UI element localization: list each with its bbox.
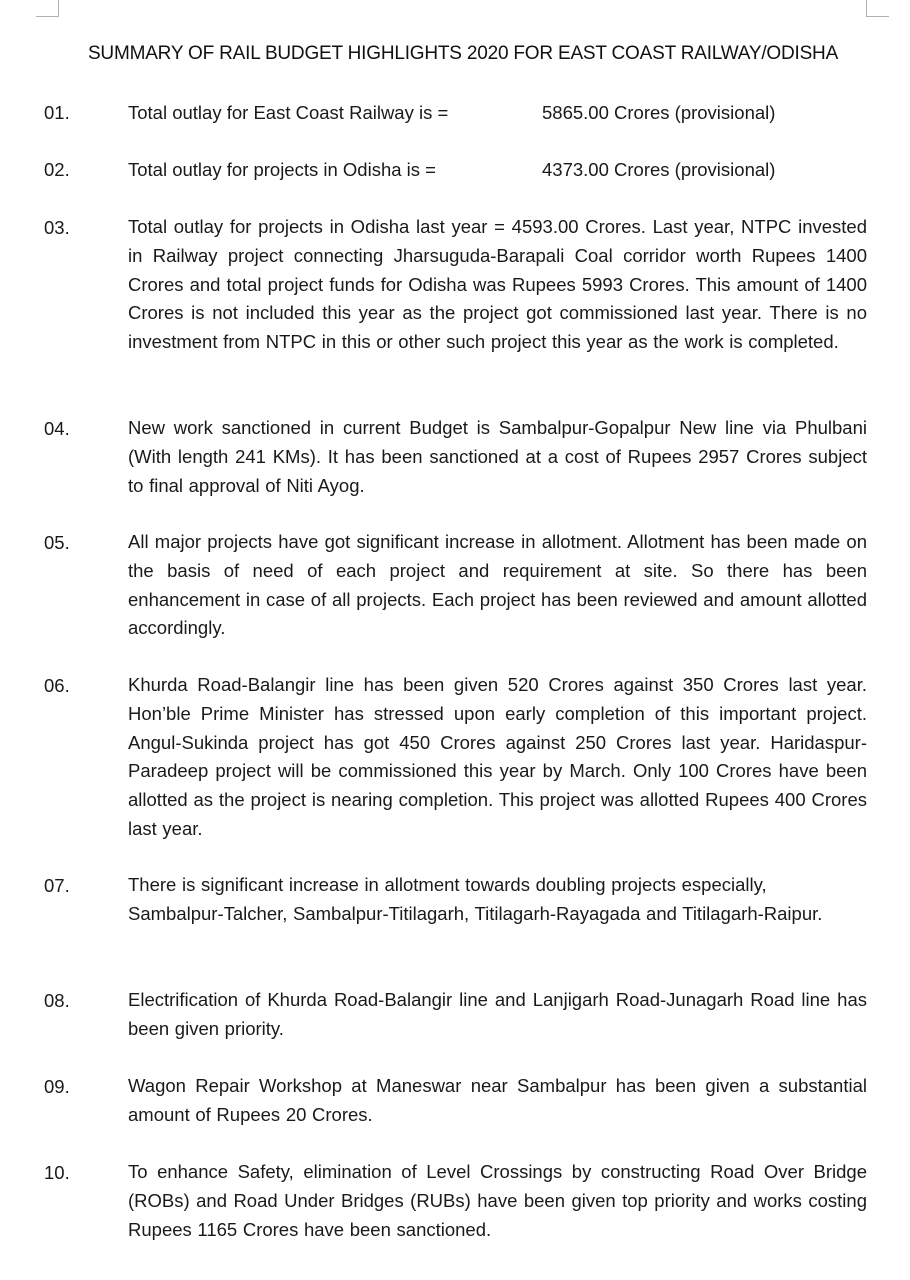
outlay-value: 4373.00 Crores (provisional) xyxy=(542,159,776,180)
item-text: All major projects have got significant increase in allotment. Allotment has been made on the basis of need of each project and requirement at site. So there has been enhancement in case of all projects. Each project has been reviewed and amount allotted accordingly. xyxy=(128,531,867,639)
item-number: 09. xyxy=(44,1076,70,1097)
item-number: 03. xyxy=(44,217,70,238)
outlay-label: Total outlay for projects in Odisha is = xyxy=(128,159,436,180)
item-text: There is significant increase in allotment towards doubling projects especially, Sambalpur-Talcher, Sambalpur-Titilagarh, Titilagarh-Rayagada and Titilagarh-Raipur. xyxy=(128,874,823,924)
item-text: Wagon Repair Workshop at Maneswar near Sambalpur has been given a substantial amount of Rupees 20 Crores. xyxy=(128,1075,867,1125)
item-text: Khurda Road-Balangir line has been given 520 Crores against 350 Crores last year. Hon’ble Prime Minister has stressed upon early completion of this important project. Angul-Sukinda project has got 450 Crores against 250 Crores last year. Haridaspur-Paradeep project will be commissioned this year by March. Only 100 Crores have been allotted as the project is nearing completion. This project was allotted Rupees 400 Crores last year. xyxy=(128,674,867,839)
item-number: 01. xyxy=(44,102,70,123)
item-number: 07. xyxy=(44,875,70,896)
item-text: Electrification of Khurda Road-Balangir line and Lanjigarh Road-Junagarh Road line has been given priority. xyxy=(128,989,867,1039)
item-number: 05. xyxy=(44,532,70,553)
item-number: 04. xyxy=(44,418,70,439)
outlay-value: 5865.00 Crores (provisional) xyxy=(542,102,776,123)
crop-mark-left xyxy=(36,0,59,17)
crop-mark-right xyxy=(866,0,889,17)
item-number: 02. xyxy=(44,159,70,180)
outlay-label: Total outlay for East Coast Railway is = xyxy=(128,102,449,123)
item-number: 08. xyxy=(44,990,70,1011)
item-number: 10. xyxy=(44,1162,70,1183)
item-text: New work sanctioned in current Budget is Sambalpur-Gopalpur New line via Phulbani (With length 241 KMs). It has been sanctioned at a cost of Rupees 2957 Crores subject to final approval of Niti Ayog. xyxy=(128,417,867,496)
item-text: Total outlay for projects in Odisha last year = 4593.00 Crores. Last year, NTPC invested in Railway project connecting Jharsuguda-Barapali Coal corridor worth Rupees 1400 Crores and total project funds for Odisha was Rupees 5993 Crores. This amount of 1400 Crores is not included this year as the project got commissioned last year. There is no investment from NTPC in this or other such project this year as the work is completed. xyxy=(128,216,867,353)
document-title: SUMMARY OF RAIL BUDGET HIGHLIGHTS 2020 FOR EAST COAST RAILWAY/ODISHA xyxy=(87,43,839,64)
item-text: To enhance Safety, elimination of Level Crossings by constructing Road Over Bridge (ROBs) and Road Under Bridges (RUBs) have been given top priority and works costing Rupees 1165 Crores have been sanctioned. xyxy=(128,1161,867,1240)
item-number: 06. xyxy=(44,675,70,696)
